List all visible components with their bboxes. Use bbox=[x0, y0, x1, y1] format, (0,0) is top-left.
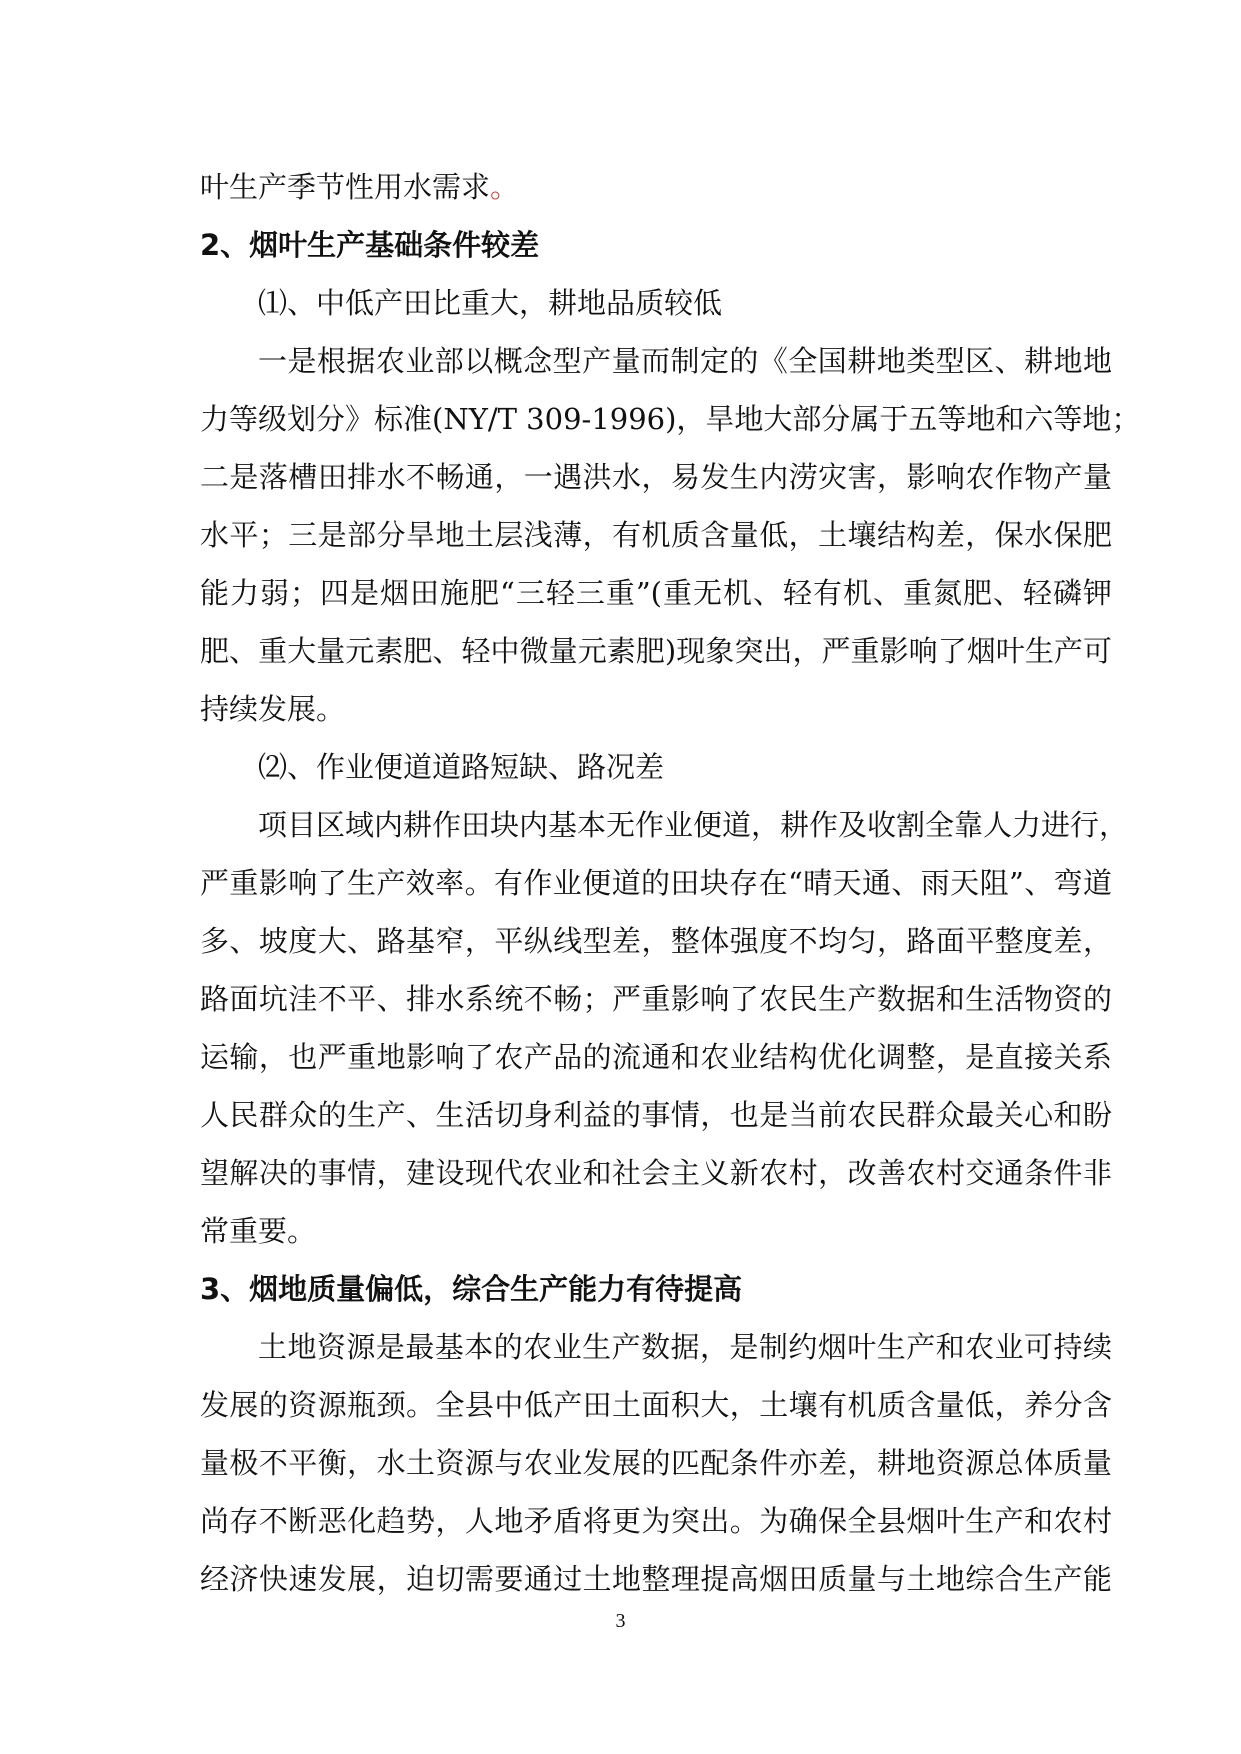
paragraph-line: 肥、重大量元素肥、轻中微量元素肥)现象突出，严重影响了烟叶生产可 bbox=[200, 634, 1112, 668]
paragraph-line: 水平；三是部分旱地土层浅薄，有机质含量低，土壤结构差，保水保肥 bbox=[200, 518, 1112, 552]
paragraph-line: 发展的资源瓶颈。全县中低产田土面积大，土壤有机质含量低，养分含 bbox=[200, 1388, 1112, 1422]
paragraph-line: 常重要。 bbox=[200, 1214, 317, 1248]
paragraph-line: 一是根据农业部以概念型产量而制定的《全国耕地类型区、耕地地 bbox=[258, 344, 1112, 378]
paragraph-continuation bbox=[200, 158, 1112, 216]
paragraph-line: 二是落槽田排水不畅通，一遇洪水，易发生内涝灾害，影响农作物产量 bbox=[200, 460, 1112, 494]
paragraph-line: 尚存不断恶化趋势，人地矛盾将更为突出。为确保全县烟叶生产和农村 bbox=[200, 1504, 1112, 1538]
page-number: 3 bbox=[615, 1610, 626, 1632]
paragraph-3 bbox=[200, 1318, 1112, 1608]
paragraph-2 bbox=[200, 796, 1129, 1260]
section-heading-2: 2、烟叶生产基础条件较差 bbox=[200, 228, 540, 262]
paragraph-1 bbox=[200, 332, 1141, 738]
paragraph-line: 量极不平衡，水土资源与农业发展的匹配条件亦差，耕地资源总体质量 bbox=[200, 1446, 1112, 1480]
paragraph-line: 土地资源是最基本的农业生产数据，是制约烟叶生产和农业可持续 bbox=[258, 1330, 1112, 1364]
paragraph-line: 运输，也严重地影响了农产品的流通和农业结构优化调整，是直接关系 bbox=[200, 1040, 1112, 1074]
paragraph-line: 项目区域内耕作田块内基本无作业便道，耕作及收割全靠人力进行， bbox=[258, 808, 1129, 842]
paragraph-line: 多、坡度大、路基窄，平纵线型差，整体强度不均匀，路面平整度差， bbox=[200, 924, 1112, 958]
paragraph-line: 经济快速发展，迫切需要通过土地整理提高烟田质量与土地综合生产能 bbox=[200, 1562, 1112, 1596]
paragraph-line: 力等级划分》标准(NY/T 309-1996)，旱地大部分属于五等地和六等地； bbox=[200, 402, 1141, 436]
paragraph-line: 严重影响了生产效率。有作业便道的田块存在“晴天通、雨天阻”、弯道 bbox=[200, 866, 1112, 900]
paragraph-line: 路面坑洼不平、排水系统不畅；严重影响了农民生产数据和生活物资的 bbox=[200, 982, 1112, 1016]
paragraph-line: 人民群众的生产、生活切身利益的事情，也是当前农民群众最关心和盼 bbox=[200, 1098, 1112, 1132]
period-mark: 。 bbox=[490, 170, 520, 204]
paragraph-line: 能力弱；四是烟田施肥“三轻三重”(重无机、轻有机、重氮肥、轻磷钾 bbox=[200, 576, 1112, 610]
page-content bbox=[200, 158, 1141, 1608]
paragraph-line: 望解决的事情，建设现代农业和社会主义新农村，改善农村交通条件非 bbox=[200, 1156, 1112, 1190]
continuation-text: 叶生产季节性用水需求 bbox=[200, 170, 491, 204]
subheading-2: ⑵、作业便道道路短缺、路况差 bbox=[258, 750, 665, 784]
section-heading-3: 3、烟地质量偏低，综合生产能力有待提高 bbox=[200, 1272, 743, 1306]
paragraph-line: 持续发展。 bbox=[200, 692, 346, 726]
subheading-1: ⑴、中低产田比重大，耕地品质较低 bbox=[258, 286, 723, 320]
